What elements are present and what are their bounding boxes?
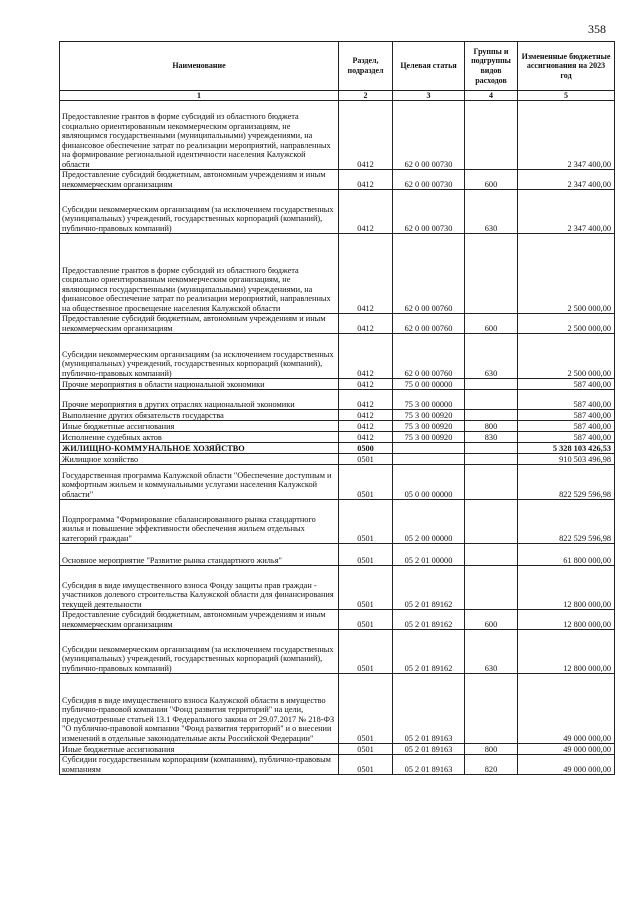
- column-number: 3: [393, 91, 465, 101]
- row-section: 0412: [339, 410, 393, 421]
- table-row: [60, 170, 615, 190]
- table-row: [60, 500, 615, 544]
- row-group: 630: [465, 190, 518, 234]
- row-name: Предоставление грантов в форме субсидий из областного бюджета социально ориентированным некоммерческим организациям, не являющимся государственными (муниципальными) учреждениями, на финансовое обеспечение затрат по реализации мероприятий, направленных на общественное просвещение населения Калужской области: [60, 234, 339, 314]
- row-amount: 49 000 000,00: [518, 744, 615, 755]
- row-target: [393, 454, 465, 465]
- row-name: Иные бюджетные ассигнования: [60, 421, 339, 432]
- row-group: [465, 390, 518, 410]
- table-row: [60, 443, 615, 454]
- row-name: Иные бюджетные ассигнования: [60, 744, 339, 755]
- row-amount: 5 328 103 426,53: [518, 443, 615, 454]
- table-row: [60, 334, 615, 379]
- row-section: 0501: [339, 755, 393, 775]
- row-section: 0412: [339, 314, 393, 334]
- row-group: [465, 465, 518, 500]
- row-group: [465, 674, 518, 744]
- row-name: Государственная программа Калужской области "Обеспечение доступным и комфортным жильем и коммунальными услугами населения Калужской области": [60, 465, 339, 500]
- row-section: 0501: [339, 544, 393, 566]
- row-amount: 12 800 000,00: [518, 610, 615, 630]
- table-row: [60, 234, 615, 314]
- row-target: 05 2 01 89162: [393, 566, 465, 610]
- row-target: 62 0 00 00730: [393, 101, 465, 170]
- row-section: 0412: [339, 101, 393, 170]
- row-section: 0412: [339, 390, 393, 410]
- column-number: 5: [518, 91, 615, 101]
- row-target: 05 2 00 00000: [393, 500, 465, 544]
- table-body: [60, 101, 615, 775]
- row-target: 05 2 01 89162: [393, 610, 465, 630]
- row-section: 0412: [339, 379, 393, 390]
- row-amount: 49 000 000,00: [518, 674, 615, 744]
- row-amount: 2 347 400,00: [518, 170, 615, 190]
- table-row: [60, 314, 615, 334]
- row-name: Прочие мероприятия в области национальной экономики: [60, 379, 339, 390]
- row-amount: 61 800 000,00: [518, 544, 615, 566]
- row-section: 0501: [339, 674, 393, 744]
- budget-table: [59, 41, 615, 775]
- row-section: 0501: [339, 465, 393, 500]
- row-amount: 2 500 000,00: [518, 334, 615, 379]
- row-target: 05 2 01 89163: [393, 674, 465, 744]
- header-section: Раздел, подраздел: [339, 42, 393, 91]
- row-name: Субсидии государственным корпорациям (компаниям), публично-правовым компаниям: [60, 755, 339, 775]
- row-amount: 2 347 400,00: [518, 101, 615, 170]
- row-target: 62 0 00 00760: [393, 334, 465, 379]
- row-group: 800: [465, 421, 518, 432]
- row-amount: 12 800 000,00: [518, 630, 615, 674]
- row-group: [465, 234, 518, 314]
- table-row: [60, 465, 615, 500]
- row-amount: 2 500 000,00: [518, 314, 615, 334]
- row-section: 0412: [339, 421, 393, 432]
- row-group: 630: [465, 334, 518, 379]
- row-group: 820: [465, 755, 518, 775]
- table-row: [60, 421, 615, 432]
- row-name: Прочие мероприятия в других отраслях национальной экономики: [60, 390, 339, 410]
- row-target: 75 3 00 00920: [393, 432, 465, 443]
- row-name: Подпрограмма "Формирование сбалансированного рынка стандартного жилья и повышение эффективности обеспечения жильем отдельных категорий граждан": [60, 500, 339, 544]
- table-row: [60, 432, 615, 443]
- row-name: Исполнение судебных актов: [60, 432, 339, 443]
- row-group: [465, 101, 518, 170]
- row-target: 05 2 01 89162: [393, 630, 465, 674]
- table-row: [60, 674, 615, 744]
- table-row: [60, 755, 615, 775]
- table-row: [60, 390, 615, 410]
- row-amount: 2 500 000,00: [518, 234, 615, 314]
- row-group: 600: [465, 314, 518, 334]
- row-target: 05 0 00 00000: [393, 465, 465, 500]
- row-name: Субсидии некоммерческим организациям (за исключением государственных (муниципальных) учреждений, государственных корпораций (компаний), публично-правовых компаний): [60, 630, 339, 674]
- row-amount: 587 400,00: [518, 410, 615, 421]
- row-name: Субсидии некоммерческим организациям (за исключением государственных (муниципальных) учреждений, государственных корпораций (компаний), публично-правовых компаний): [60, 334, 339, 379]
- row-target: 75 3 00 00000: [393, 390, 465, 410]
- table-row: [60, 566, 615, 610]
- row-section: 0501: [339, 566, 393, 610]
- row-group: [465, 544, 518, 566]
- row-section: 0501: [339, 630, 393, 674]
- column-number: 1: [60, 91, 339, 101]
- row-target: 75 0 00 00000: [393, 379, 465, 390]
- row-section: 0412: [339, 170, 393, 190]
- row-section: 0501: [339, 744, 393, 755]
- row-group: 800: [465, 744, 518, 755]
- row-target: 75 3 00 00920: [393, 421, 465, 432]
- row-target: [393, 443, 465, 454]
- row-name: Предоставление грантов в форме субсидий из областного бюджета социально ориентированным некоммерческим организациям, не являющимся государственными (муниципальными) учреждениями, на финансовое обеспечение затрат по реализации мероприятий, направленных на формирование региональной идентичности населения Калужской области: [60, 101, 339, 170]
- row-name: Субсидия в виде имущественного взноса Фонду защиты прав граждан - участников долевого строительства Калужской области для финансирования текущей деятельности: [60, 566, 339, 610]
- row-group: [465, 410, 518, 421]
- row-amount: 2 347 400,00: [518, 190, 615, 234]
- row-section: 0501: [339, 500, 393, 544]
- page-number: 358: [588, 22, 606, 36]
- row-name: Предоставление субсидий бюджетным, автономным учреждениям и иным некоммерческим организациям: [60, 170, 339, 190]
- row-group: [465, 500, 518, 544]
- row-name: Основное мероприятие "Развитие рынка стандартного жилья": [60, 544, 339, 566]
- row-amount: 49 000 000,00: [518, 755, 615, 775]
- row-amount: 910 503 496,98: [518, 454, 615, 465]
- row-name: Субсидии некоммерческим организациям (за исключением государственных (муниципальных) учреждений, государственных корпораций (компаний), публично-правовых компаний): [60, 190, 339, 234]
- row-target: 62 0 00 00730: [393, 170, 465, 190]
- header-group: Группы и подгруппы видов расходов: [465, 42, 518, 91]
- header-name: Наименование: [60, 42, 339, 91]
- row-target: 75 3 00 00920: [393, 410, 465, 421]
- row-group: 600: [465, 610, 518, 630]
- table-row: [60, 379, 615, 390]
- table-row: [60, 544, 615, 566]
- row-name: Жилищное хозяйство: [60, 454, 339, 465]
- row-name: ЖИЛИЩНО-КОММУНАЛЬНОЕ ХОЗЯЙСТВО: [60, 443, 339, 454]
- row-group: [465, 443, 518, 454]
- row-name: Выполнение других обязательств государства: [60, 410, 339, 421]
- table-row: [60, 744, 615, 755]
- table-row: [60, 410, 615, 421]
- row-group: 830: [465, 432, 518, 443]
- header-amount: Измененные бюджетные ассигнования на 2023 год: [518, 42, 615, 91]
- row-section: 0412: [339, 190, 393, 234]
- row-group: [465, 566, 518, 610]
- table-row: [60, 610, 615, 630]
- table-row: [60, 101, 615, 170]
- row-section: 0412: [339, 432, 393, 443]
- row-target: 62 0 00 00730: [393, 190, 465, 234]
- row-amount: 12 800 000,00: [518, 566, 615, 610]
- row-group: [465, 379, 518, 390]
- column-number: 2: [339, 91, 393, 101]
- row-section: 0500: [339, 443, 393, 454]
- row-section: 0501: [339, 610, 393, 630]
- row-section: 0501: [339, 454, 393, 465]
- row-name: Предоставление субсидий бюджетным, автономным учреждениям и иным некоммерческим организациям: [60, 314, 339, 334]
- row-amount: 822 529 596,98: [518, 500, 615, 544]
- row-amount: 587 400,00: [518, 390, 615, 410]
- row-amount: 587 400,00: [518, 432, 615, 443]
- row-name: Предоставление субсидий бюджетным, автономным учреждениям и иным некоммерческим организациям: [60, 610, 339, 630]
- table-row: [60, 630, 615, 674]
- column-number: 4: [465, 91, 518, 101]
- table-row: [60, 454, 615, 465]
- row-target: 62 0 00 00760: [393, 314, 465, 334]
- row-target: 05 2 01 00000: [393, 544, 465, 566]
- row-amount: 587 400,00: [518, 379, 615, 390]
- row-section: 0412: [339, 234, 393, 314]
- column-number-row: [60, 91, 615, 101]
- row-group: [465, 454, 518, 465]
- row-group: 600: [465, 170, 518, 190]
- header-row: [60, 42, 615, 91]
- row-group: 630: [465, 630, 518, 674]
- header-target: Целевая статья: [393, 42, 465, 91]
- row-target: 05 2 01 89163: [393, 744, 465, 755]
- row-target: 05 2 01 89163: [393, 755, 465, 775]
- row-amount: 822 529 596,98: [518, 465, 615, 500]
- table-row: [60, 190, 615, 234]
- row-amount: 587 400,00: [518, 421, 615, 432]
- row-target: 62 0 00 00760: [393, 234, 465, 314]
- row-section: 0412: [339, 334, 393, 379]
- row-name: Субсидия в виде имущественного взноса Калужской области в имущество публично-правовой компании "Фонд развития территорий" на цели, предусмотренные статьей 13.1 Федерального закона от 29.07.2017 № 218-ФЗ "О публично-правовой компании "Фонд развития территорий" и о внесении изменений в отдельные законодательные акты Российской Федерации": [60, 674, 339, 744]
